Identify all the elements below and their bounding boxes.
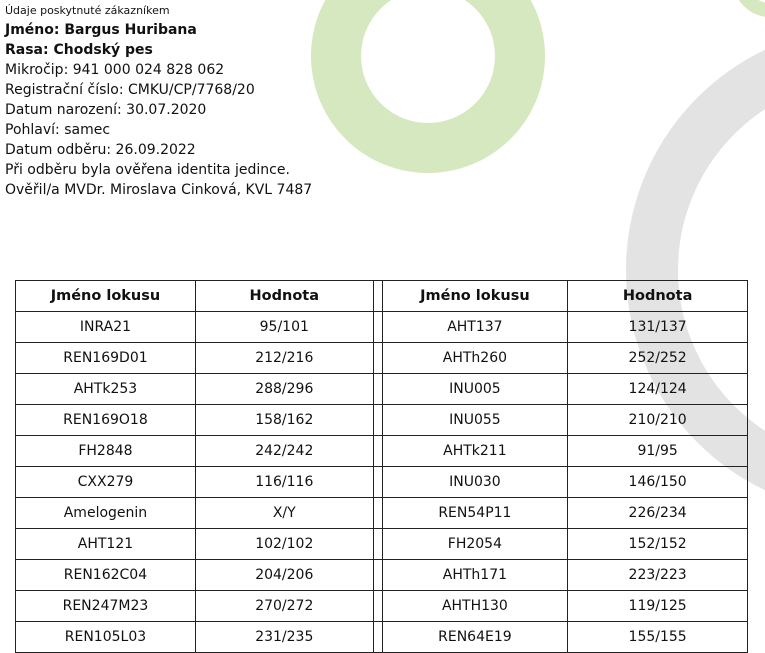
table-row — [16, 343, 748, 374]
column-gap — [373, 467, 382, 498]
sex: Pohlaví: samec — [5, 122, 111, 138]
column-gap — [373, 343, 382, 374]
locus-name-left: REN105L03 — [16, 622, 196, 653]
locus-name-left: REN162C04 — [16, 560, 196, 591]
column-gap — [373, 312, 382, 343]
value-left: 116/116 — [195, 467, 373, 498]
locus-name-left: FH2848 — [16, 436, 196, 467]
locus-name-right: AHTh260 — [382, 343, 568, 374]
column-gap — [373, 591, 382, 622]
table-row — [16, 374, 748, 405]
value-left: 231/235 — [195, 622, 373, 653]
value-left: 212/216 — [195, 343, 373, 374]
value-right: 131/137 — [568, 312, 748, 343]
locus-name-right: INU005 — [382, 374, 568, 405]
sample-date: Datum odběru: 26.09.2022 — [5, 142, 196, 158]
value-right: 91/95 — [568, 436, 748, 467]
identity-note: Při odběru byla ověřena identita jedince. — [5, 162, 290, 178]
registration-number: Registrační číslo: CMKU/CP/7768/20 — [5, 82, 255, 98]
column-gap — [373, 281, 382, 312]
customer-info — [5, 4, 312, 200]
dog-breed: Rasa: Chodský pes — [5, 42, 153, 58]
green-ring — [336, 0, 520, 148]
value-right: 119/125 — [568, 591, 748, 622]
locus-name-left: AHT121 — [16, 529, 196, 560]
value-left: 288/296 — [195, 374, 373, 405]
table-row — [16, 591, 748, 622]
dog-name: Jméno: Bargus Huribana — [5, 22, 197, 38]
green-ring-small — [740, 0, 765, 10]
verified-by: Ověřil/a MVDr. Miroslava Cinková, KVL 7487 — [5, 182, 313, 198]
microchip: Mikročip: 941 000 024 828 062 — [5, 62, 225, 78]
header-locus-name-right: Jméno lokusu — [382, 281, 568, 312]
locus-name-right: INU055 — [382, 405, 568, 436]
column-gap — [373, 529, 382, 560]
header-value-left: Hodnota — [195, 281, 373, 312]
value-right: 252/252 — [568, 343, 748, 374]
table-row — [16, 312, 748, 343]
locus-name-right: REN64E19 — [382, 622, 568, 653]
table-row — [16, 622, 748, 653]
value-right: 155/155 — [568, 622, 748, 653]
locus-name-right: AHTk211 — [382, 436, 568, 467]
value-right: 210/210 — [568, 405, 748, 436]
table-row — [16, 436, 748, 467]
birth-date: Datum narození: 30.07.2020 — [5, 102, 207, 118]
locus-name-left: REN247M23 — [16, 591, 196, 622]
column-gap — [373, 498, 382, 529]
locus-name-left: REN169D01 — [16, 343, 196, 374]
table-row — [16, 498, 748, 529]
locus-name-right: AHTh171 — [382, 560, 568, 591]
table-row — [16, 405, 748, 436]
table-row — [16, 529, 748, 560]
column-gap — [373, 405, 382, 436]
locus-name-right: INU030 — [382, 467, 568, 498]
value-left: 204/206 — [195, 560, 373, 591]
value-right: 223/223 — [568, 560, 748, 591]
table-header-row — [16, 281, 748, 312]
locus-name-left: Amelogenin — [16, 498, 196, 529]
info-caption: Údaje poskytnuté zákazníkem — [5, 4, 170, 17]
value-right: 146/150 — [568, 467, 748, 498]
table-body — [16, 312, 748, 653]
header-locus-name-left: Jméno lokusu — [16, 281, 196, 312]
value-left: 270/272 — [195, 591, 373, 622]
table-row — [16, 467, 748, 498]
column-gap — [373, 374, 382, 405]
locus-name-left: REN169O18 — [16, 405, 196, 436]
locus-name-right: FH2054 — [382, 529, 568, 560]
locus-name-right: AHT137 — [382, 312, 568, 343]
header-value-right: Hodnota — [568, 281, 748, 312]
value-left: X/Y — [195, 498, 373, 529]
locus-name-left: CXX279 — [16, 467, 196, 498]
value-right: 226/234 — [568, 498, 748, 529]
locus-name-left: INRA21 — [16, 312, 196, 343]
locus-name-right: REN54P11 — [382, 498, 568, 529]
column-gap — [373, 560, 382, 591]
value-right: 152/152 — [568, 529, 748, 560]
locus-name-left: AHTk253 — [16, 374, 196, 405]
value-left: 242/242 — [195, 436, 373, 467]
value-left: 95/101 — [195, 312, 373, 343]
loci-table — [15, 280, 748, 653]
locus-name-right: AHTH130 — [382, 591, 568, 622]
value-left: 102/102 — [195, 529, 373, 560]
column-gap — [373, 436, 382, 467]
column-gap — [373, 622, 382, 653]
table-row — [16, 560, 748, 591]
value-left: 158/162 — [195, 405, 373, 436]
value-right: 124/124 — [568, 374, 748, 405]
